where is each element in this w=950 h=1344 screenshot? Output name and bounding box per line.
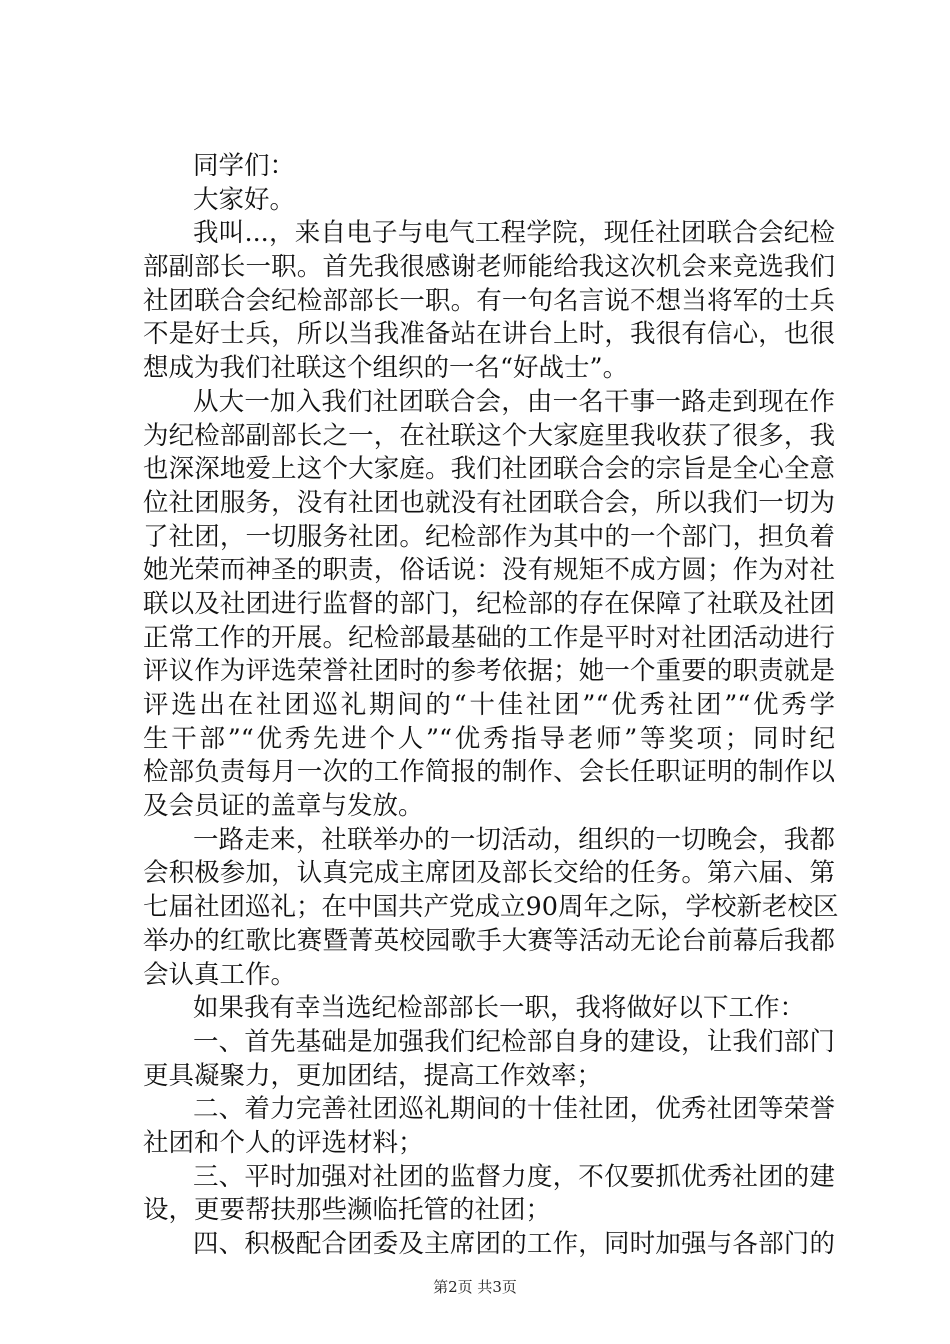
text-line: 她光荣而神圣的职责，俗话说：没有规矩不成方圆；作为对社 [143,555,835,586]
page-number-label: 第2页 共3页 [433,1278,517,1296]
text-line: 为纪检部副部长之一，在社联这个大家庭里我收获了很多，我 [143,420,835,451]
text-line: 位社团服务，没有社团也就没有社团联合会，所以我们一切为 [143,487,835,518]
text-line: 如果我有幸当选纪检部部长一职，我将做好以下工作： [193,993,806,1024]
text-line: 会积极参加，认真完成主席团及部长交给的任务。第六届、第 [143,858,835,889]
page-number-footer [0,1276,950,1297]
document-body [143,150,839,1262]
text-line: 评选出在社团巡礼期间的“十佳社团”“优秀社团”“优秀学 [143,690,835,720]
text-line: 评议作为评选荣誉社团时的参考依据；她一个重要的职责就是 [143,656,835,687]
text-line: 会认真工作。 [143,959,297,990]
text-line: 一、首先基础是加强我们纪检部自身的建设，让我们部门 [193,1026,835,1057]
text-line: 同学们： [193,151,296,181]
text-line: 检部负责每月一次的工作简报的制作、会长任职证明的制作以 [143,757,835,788]
text-line: 我叫...，来自电子与电气工程学院，现任社团联合会纪检 [193,218,835,249]
text-line: 举办的红歌比赛暨菁英校园歌手大赛等活动无论台前幕后我都 [143,925,835,956]
text-line: 设，更要帮扶那些濒临托管的社团； [143,1195,552,1226]
text-line: 联以及社团进行监督的部门，纪检部的存在保障了社联及社团 [143,588,835,619]
text-line: 想成为我们社联这个组织的一名“好战士”。 [143,353,629,384]
text-line: 部副部长一职。首先我很感谢老师能给我这次机会来竞选我们 [143,252,835,283]
text-line: 更具凝聚力，更加团结，提高工作效率； [143,1060,603,1091]
text-line: 及会员证的盖章与发放。 [143,791,424,822]
text-line: 二、着力完善社团巡礼期间的十佳社团，优秀社团等荣誉 [193,1094,835,1125]
text-line: 也深深地爱上这个大家庭。我们社团联合会的宗旨是全心全意 [143,454,835,485]
text-line: 一路走来，社联举办的一切活动，组织的一切晚会，我都 [193,824,835,855]
text-line: 社团联合会纪检部部长一职。有一句名言说不想当将军的士兵 [143,285,835,316]
text-line: 从大一加入我们社团联合会，由一名干事一路走到现在作 [193,386,835,417]
text-line: 了社团，一切服务社团。纪检部作为其中的一个部门，担负着 [143,521,835,552]
text-line: 不是好士兵，所以当我准备站在讲台上时，我很有信心，也很 [143,319,835,350]
text-line: 正常工作的开展。纪检部最基础的工作是平时对社团活动进行 [143,622,835,653]
text-line: 七届社团巡礼；在中国共产党成立90周年之际，学校新老校区 [143,892,839,923]
text-line: 生干部”“优秀先进个人”“优秀指导老师”等奖项；同时纪 [143,723,835,754]
text-line: 四、积极配合团委及主席团的工作，同时加强与各部门的 [193,1229,835,1259]
text-line: 大家好。 [193,184,296,215]
text-line: 三、平时加强对社团的监督力度，不仅要抓优秀社团的建 [193,1161,835,1192]
text-line: 社团和个人的评选材料； [143,1127,424,1158]
